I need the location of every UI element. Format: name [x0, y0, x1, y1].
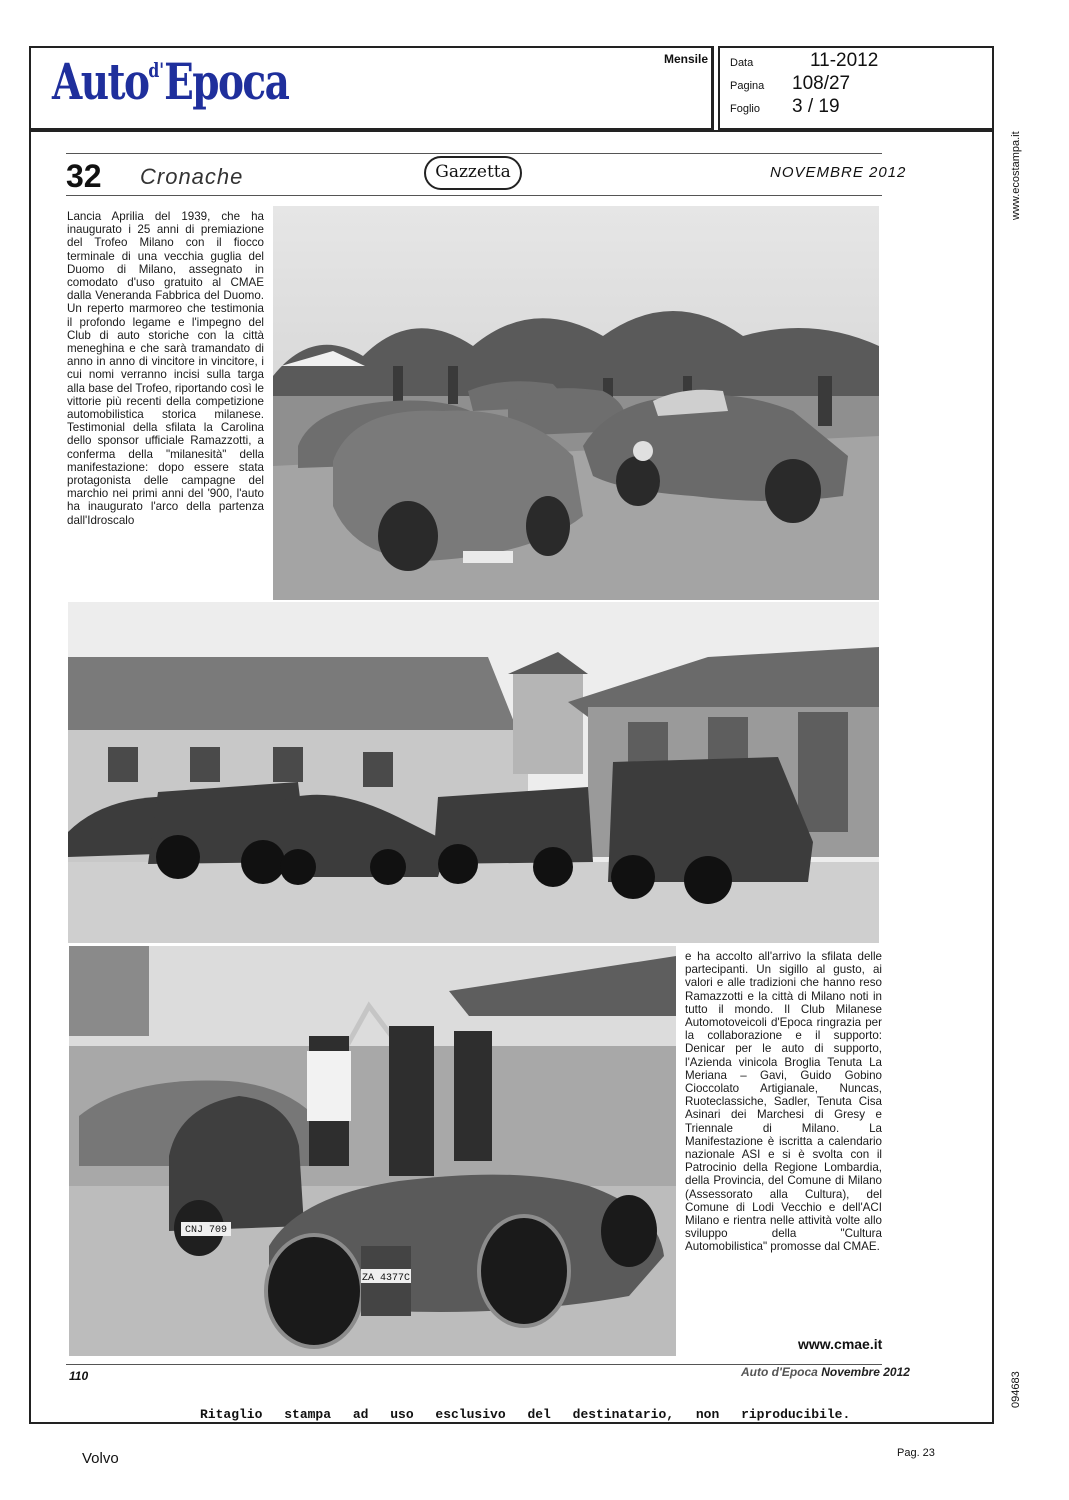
sheet-page-label: Pag. 23: [897, 1447, 935, 1459]
section-title: Cronache: [140, 164, 244, 189]
client-name: Volvo: [82, 1450, 119, 1467]
photo-vintage-cars-building: [68, 602, 879, 943]
page-value: 108/27: [792, 73, 851, 94]
article-text-left: Lancia Aprilia del 1939, che ha inaugurato i 25 anni di premiazione del Trofeo Milano con il fiocco terminale di una vecchia guglia del Duomo di Milano, assegnato in comodato d'uso gratuito al CMAE dalla Veneranda Fabbrica del Duomo. Un reperto marmoreo che testimonia il profondo legame e l'impegno del Club di auto storiche con la città meneghina e che sarà tramandato di anno in anno di vincitore in vincitore, i cui nomi verranno incisi sulla targa alla base del Trofeo, riportando così le vittorie più recenti della competizione automobilistica storica milanese. Testimonial della sfilata la Carolina dello sponsor ufficiale Ramazzotti, a conferma della "milanesità" della manifestazione: dopo essere stata protagonista delle campagne del marchio nei primi anni del '900, l'auto ha inaugurato l'arco della partenza dall'Idroscalo: [67, 210, 264, 527]
side-code: 094683: [1010, 1371, 1022, 1408]
divider: [712, 46, 714, 130]
photo-vintage-cars-building-image: [68, 602, 879, 943]
header-rule: [66, 195, 882, 196]
photo-drivers-with-cars: [69, 946, 676, 1356]
gazzetta-logo: Gazzetta: [424, 156, 522, 190]
top-rule: [66, 153, 882, 154]
photo-drivers-with-cars-image: [69, 946, 676, 1356]
printed-page-number: 110: [69, 1369, 89, 1383]
date-value: 11-2012: [810, 50, 879, 71]
issue-date: NOVEMBRE 2012: [770, 164, 907, 181]
masthead-logo: Auto$^{d'}$Epoca: [52, 52, 289, 111]
page-label: Pagina: [730, 80, 765, 92]
date-label: Data: [730, 57, 754, 69]
sheet-value: 3 / 19: [792, 96, 840, 117]
side-url: www.ecostampa.it: [1010, 131, 1022, 220]
car-plate-front: ZA 4377C: [361, 1273, 411, 1284]
photo-spider-cars-image: [273, 206, 879, 600]
footer-publication: Auto d'Epoca Novembre 2012: [741, 1365, 910, 1379]
frequency-label: Mensile: [664, 52, 709, 66]
clipping-disclaimer: Ritaglio stampa ad uso esclusivo del destinatario, non riproducibile.: [200, 1407, 851, 1422]
car-plate-rear: CNJ 709: [184, 1225, 228, 1236]
magazine-page-number: 32: [66, 158, 102, 194]
sheet-label: Foglio: [730, 103, 760, 115]
club-website: www.cmae.it: [798, 1336, 883, 1352]
photo-spider-cars: [273, 206, 879, 600]
article-text-right: e ha accolto all'arrivo la sfilata delle partecipanti. Un sigillo al gusto, ai valori e alle tradizioni che hanno reso Ramazzotti e la città di Milano noti in tutto il mondo. Il Club Milanese Automotoveicoli d'Epoca ringrazia per la collaborazione e il supporto: Denicar per le auto di supporto, l'Azienda vinicola Broglia Tenuta La Meriana – Gavi, Guido Gobino Cioccolato Artigianale, Nuncas, Ruoteclassiche, Sadler, Tenuta Cisa Asinari dei Marchesi di Gresy e Triennale di Milano. La Manifestazione è iscritta a calendario nazionale ASI e si è svolta con il Patrocinio della Regione Lombardia, della Provincia, del Comune di Milano (Assessorato alla Cultura), del Comune di Lodi Vecchio e dell'ACI Milano e rientra nelle attività volte allo sviluppo della "Cultura Automobilistica" promosse dal CMAE.: [685, 950, 882, 1254]
